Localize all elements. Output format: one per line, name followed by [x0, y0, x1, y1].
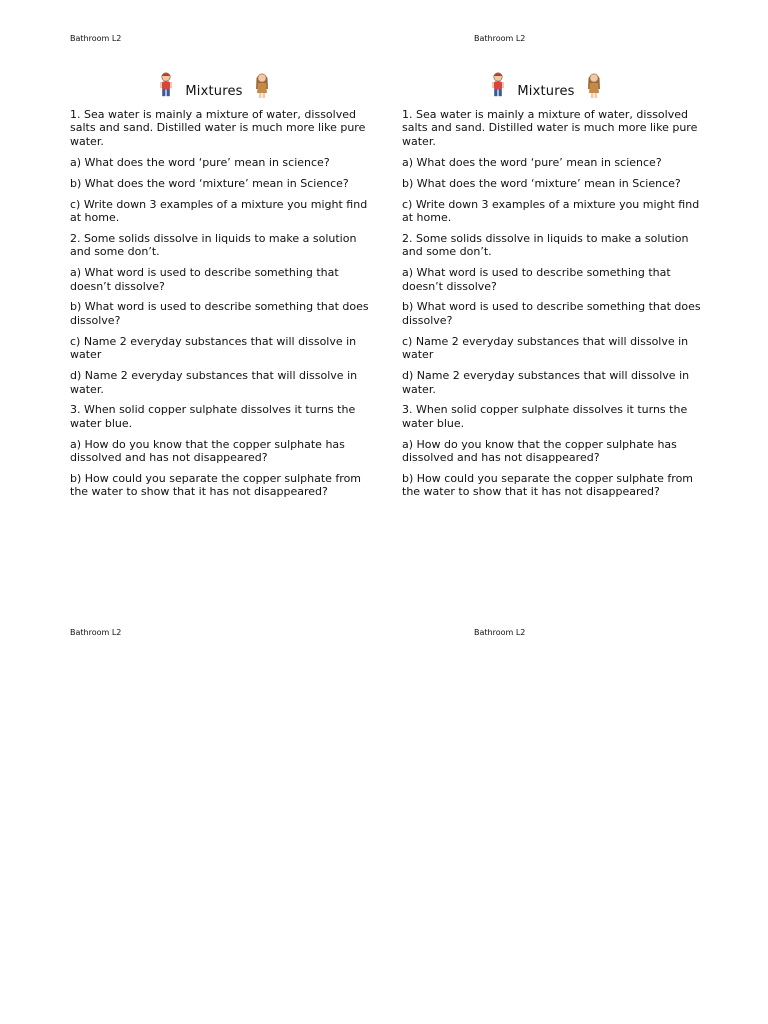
question-text: a) What word is used to describe something that doesn’t dissolve? — [402, 266, 671, 293]
question-text: 3. When solid copper sulphate dissolves it turns the water blue. — [70, 403, 356, 430]
worksheet-title: Mixtures — [517, 84, 575, 100]
worksheet-right — [402, 70, 702, 506]
header-label-top-left: Bathroom L2 — [70, 34, 122, 43]
question-text: 2. Some solids dissolve in liquids to make a solution and some don’t. — [402, 231, 689, 259]
header-label-bottom-right: Bathroom L2 — [474, 628, 526, 637]
question-text: a) How do you know that the copper sulphate has dissolved and has not disappeared? — [70, 437, 345, 465]
question-text: d) Name 2 everyday substances that will dissolve in water. — [402, 369, 690, 396]
question-text: 2. Some solids dissolve in liquids to make a solution and some don’t. — [70, 231, 357, 259]
question-text: a) What word is used to describe something that doesn’t dissolve? — [70, 266, 339, 293]
question-text: b) What word is used to describe something that does dissolve? — [402, 300, 701, 327]
question-text: b) What word is used to describe something that does dissolve? — [70, 300, 369, 327]
question-text: d) Name 2 everyday substances that will dissolve in water. — [70, 369, 358, 396]
question-text: c) Name 2 everyday substances that will dissolve in water — [402, 334, 689, 362]
question-text: b) What does the word ‘mixture’ mean in Science? — [402, 176, 681, 190]
header-label-bottom-left: Bathroom L2 — [70, 628, 122, 637]
boy-figure-icon — [157, 71, 175, 99]
header-label-top-right: Bathroom L2 — [474, 34, 526, 43]
question-text: b) What does the word ‘mixture’ mean in Science? — [70, 176, 349, 190]
question-text: 3. When solid copper sulphate dissolves it turns the water blue. — [402, 403, 688, 430]
question-text: c) Write down 3 examples of a mixture you might find at home. — [70, 197, 368, 224]
title-row — [402, 70, 702, 100]
worksheet-title: Mixtures — [185, 84, 243, 100]
boy-figure-icon — [489, 71, 507, 99]
girl-figure-icon — [585, 71, 603, 99]
question-text: a) How do you know that the copper sulphate has dissolved and has not disappeared? — [402, 437, 677, 465]
question-text: b) How could you separate the copper sulphate from the water to show that it has not disappeared? — [402, 472, 694, 499]
worksheet-left — [70, 70, 370, 506]
question-text: b) How could you separate the copper sulphate from the water to show that it has not disappeared? — [70, 472, 362, 499]
question-text: 1. Sea water is mainly a mixture of water, dissolved salts and sand. Distilled water is much more like pure water. — [402, 108, 698, 148]
question-text: a) What does the word ‘pure’ mean in science? — [402, 155, 662, 169]
question-text: c) Name 2 everyday substances that will dissolve in water — [70, 334, 357, 362]
question-text: c) Write down 3 examples of a mixture you might find at home. — [402, 197, 700, 224]
girl-figure-icon — [253, 71, 271, 99]
title-row — [70, 70, 370, 100]
question-text: 1. Sea water is mainly a mixture of water, dissolved salts and sand. Distilled water is much more like pure water. — [70, 108, 366, 148]
question-text: a) What does the word ‘pure’ mean in science? — [70, 155, 330, 169]
